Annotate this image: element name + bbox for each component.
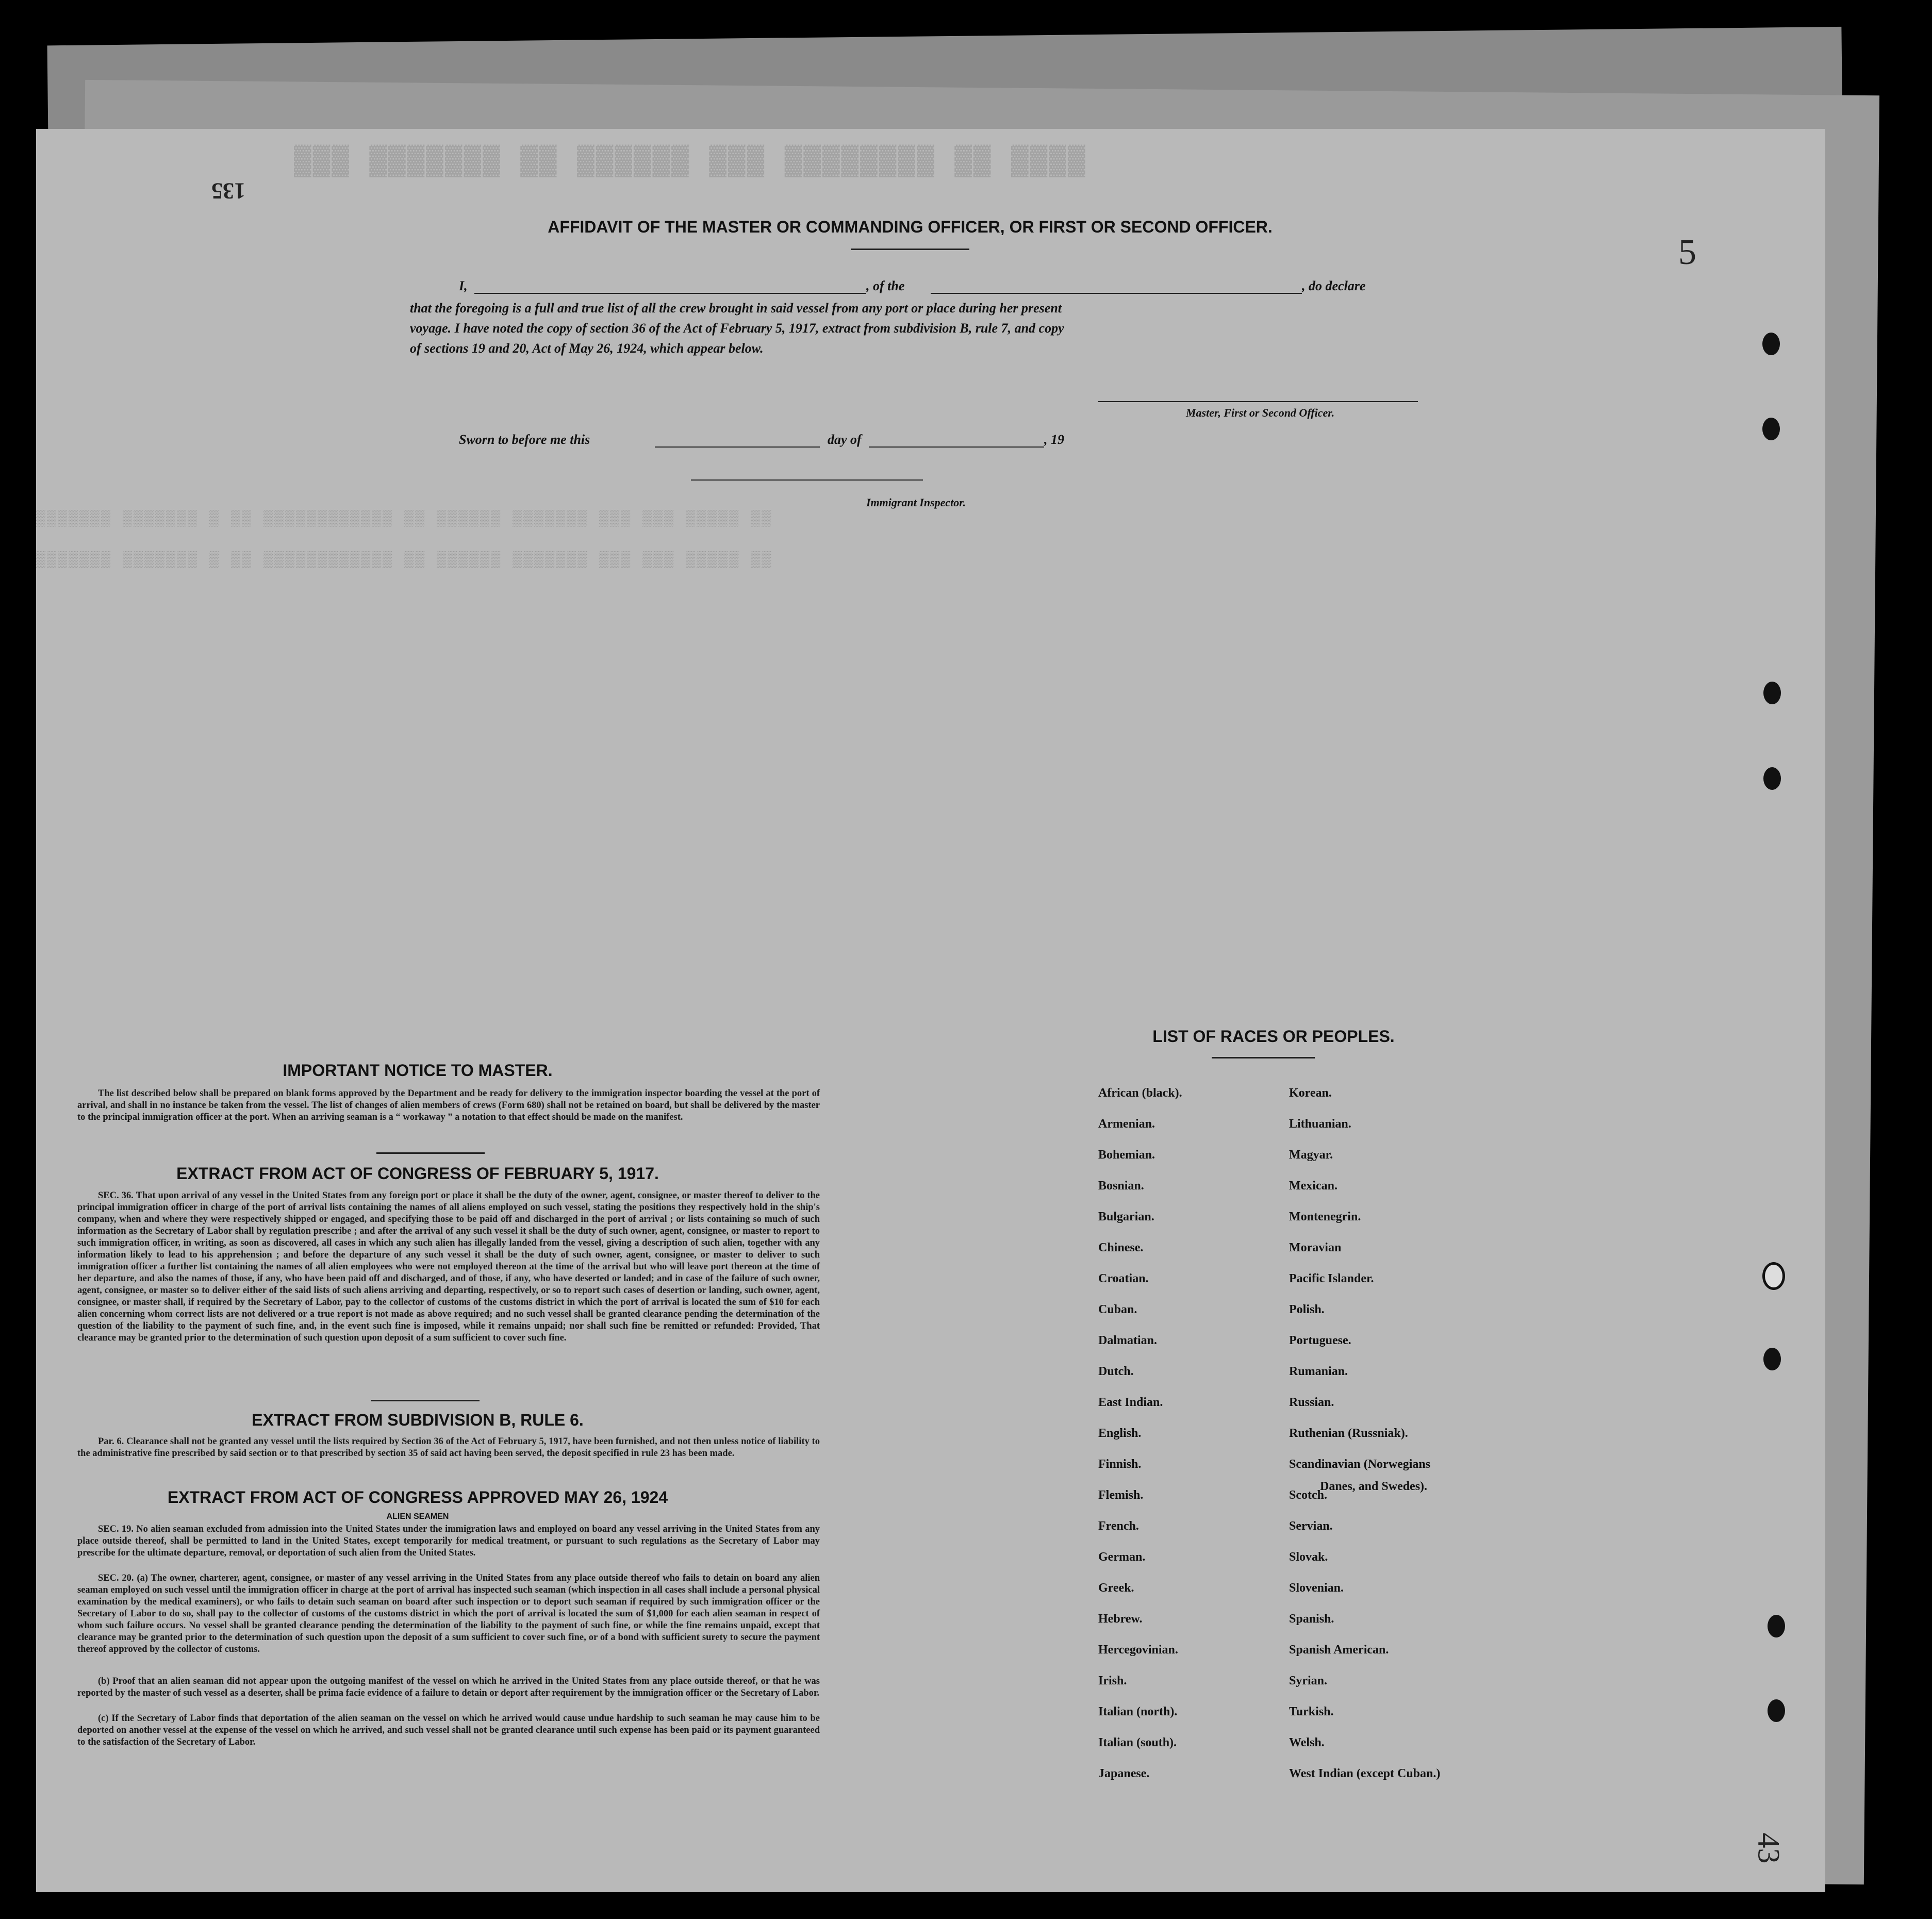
race-item: Italian (south). xyxy=(1098,1736,1177,1749)
binder-hole xyxy=(1763,1348,1781,1370)
bleed-through: ▒▒▒▒▒▒▒ ▒▒▒▒▒▒▒ ▒ ▒▒ ▒▒▒▒▒▒▒▒▒▒▒▒ ▒▒ ▒▒▒▒▒▒ ▒▒▒▒▒▒▒ ▒▒▒ ▒▒▒ ▒▒▒▒▒ ▒▒ xyxy=(36,552,773,569)
race-item: Portuguese. xyxy=(1289,1334,1351,1347)
day-of-label: day of xyxy=(828,432,862,447)
binder-hole xyxy=(1768,1699,1785,1722)
race-item: Bosnian. xyxy=(1098,1179,1144,1193)
race-item: Dutch. xyxy=(1098,1365,1134,1378)
binder-hole xyxy=(1763,767,1781,790)
race-item: Slovenian. xyxy=(1289,1581,1344,1595)
race-item: German. xyxy=(1098,1550,1146,1564)
binder-hole xyxy=(1768,1615,1785,1637)
race-item: Turkish. xyxy=(1289,1705,1334,1718)
sworn-label: Sworn to before me this xyxy=(459,432,590,447)
race-item: Greek. xyxy=(1098,1581,1134,1595)
race-item: Polish. xyxy=(1289,1303,1325,1316)
binder-hole xyxy=(1762,333,1780,355)
affidavit-title: AFFIDAVIT OF THE MASTER OR COMMANDING OFFICER, OR FIRST OR SECOND OFFICER. xyxy=(548,218,1273,236)
race-item: Servian. xyxy=(1289,1519,1333,1533)
affidavit-line: of sections 19 and 20, Act of May 26, 1924, which appear below. xyxy=(410,341,764,356)
page-number: 135 xyxy=(211,178,245,204)
race-item: Magyar. xyxy=(1289,1148,1333,1162)
race-item: Slovak. xyxy=(1289,1550,1328,1564)
binder-hole xyxy=(1762,418,1780,440)
race-item: Scotch. xyxy=(1289,1488,1327,1502)
affidavit-i-label: I, xyxy=(459,278,468,293)
bleed-through: ▒▒▒▒▒▒▒ ▒▒▒▒▒▒▒ ▒ ▒▒ ▒▒▒▒▒▒▒▒▒▒▒▒ ▒▒ ▒▒▒▒▒▒ ▒▒▒▒▒▒▒ ▒▒▒ ▒▒▒ ▒▒▒▒▒ ▒▒ xyxy=(36,510,773,528)
races-column-1 xyxy=(1098,1078,1182,1789)
race-item: African (black). xyxy=(1098,1086,1182,1100)
race-item: Spanish American. xyxy=(1289,1643,1389,1657)
race-item: Moravian xyxy=(1289,1241,1342,1254)
bleed-through: ▓▓▓ ▓▓▓▓▓▓▓ ▓▓ ▓▓▓▓▓▓ ▓▓▓ ▓▓▓▓▓▓▓▓ ▓▓ ▓▓▓▓ xyxy=(294,144,1087,177)
binder-hole xyxy=(1762,1262,1785,1290)
race-item: Rumanian. xyxy=(1289,1365,1348,1378)
race-item: Cuban. xyxy=(1098,1303,1137,1316)
binder-hole xyxy=(1763,682,1781,704)
signature-line xyxy=(1098,401,1418,402)
sec19-text: SEC. 19. No alien seaman excluded from admission into the United States under the immigration laws and employed on board any vessel arriving in the United States from any place outside thereof, shall be permitted to land in the United States, except temporarily for medical treatment, or pursuant to such regulations as the Secretary of Labor may prescribe for the ultimate departure, removal, or deportation of such alien from the United States. xyxy=(77,1524,820,1558)
notice-title: IMPORTANT NOTICE TO MASTER. xyxy=(283,1061,553,1080)
race-item: Flemish. xyxy=(1098,1488,1144,1502)
race-item: Montenegrin. xyxy=(1289,1210,1361,1223)
subdivision-title: EXTRACT FROM SUBDIVISION B, RULE 6. xyxy=(252,1411,584,1429)
race-item: Mexican. xyxy=(1289,1179,1337,1193)
extract-1924-title: EXTRACT FROM ACT OF CONGRESS APPROVED MAY 26, 1924 xyxy=(167,1488,668,1507)
race-item: English. xyxy=(1098,1427,1142,1440)
races-title: LIST OF RACES OR PEOPLES. xyxy=(1152,1027,1395,1046)
races-continuation: Danes, and Swedes). xyxy=(1320,1480,1428,1493)
race-item: Hebrew. xyxy=(1098,1612,1143,1626)
subdivision-text: Par. 6. Clearance shall not be granted any vessel until the lists required by Section 36 of the Act of February 5, 1917, have been furnished, and not then unless notice of liability to the administrative fine prescribed by said section or to that prescribed by section 35 of said act having been served, the deposit specified in rule 23 has been made. xyxy=(77,1436,820,1459)
affidavit-line: voyage. I have noted the copy of section 36 of the Act of February 5, 1917, extract from subdivision B, rule 7, and copy xyxy=(410,321,1064,336)
affidavit-line: that the foregoing is a full and true list of all the crew brought in said vessel from any port or place during her present xyxy=(410,301,1062,316)
race-item: Japanese. xyxy=(1098,1767,1150,1780)
divider xyxy=(371,1400,480,1401)
race-item: French. xyxy=(1098,1519,1139,1533)
blank-line xyxy=(474,293,866,294)
races-column-2 xyxy=(1289,1078,1440,1789)
race-item: West Indian (except Cuban.) xyxy=(1289,1767,1441,1780)
race-item: East Indian. xyxy=(1098,1396,1163,1409)
year-label: , 19 xyxy=(1044,432,1064,447)
blank-line xyxy=(655,446,820,448)
race-item: Finnish. xyxy=(1098,1458,1142,1471)
affidavit-do-declare: , do declare xyxy=(1302,278,1366,293)
race-item: Italian (north). xyxy=(1098,1705,1178,1718)
extract-1924-subtitle: ALIEN SEAMEN xyxy=(386,1512,449,1521)
handwritten-mark: 5 xyxy=(1678,233,1696,272)
race-item: Pacific Islander. xyxy=(1289,1272,1374,1285)
race-item: Armenian. xyxy=(1098,1117,1155,1131)
master-signature-label: Master, First or Second Officer. xyxy=(1186,406,1335,419)
race-item: Bohemian. xyxy=(1098,1148,1155,1162)
race-item: Scandinavian (Norwegians xyxy=(1289,1458,1431,1471)
divider xyxy=(1212,1057,1315,1058)
document-page xyxy=(36,129,1825,1892)
race-item: Russian. xyxy=(1289,1396,1334,1409)
race-item: Irish. xyxy=(1098,1674,1127,1688)
race-item: Dalmatian. xyxy=(1098,1334,1157,1347)
race-item: Welsh. xyxy=(1289,1736,1325,1749)
race-item: Bulgarian. xyxy=(1098,1210,1154,1223)
divider xyxy=(851,249,969,250)
extract-1917-title: EXTRACT FROM ACT OF CONGRESS OF FEBRUARY 5, 1917. xyxy=(176,1164,659,1183)
race-item: Croatian. xyxy=(1098,1272,1149,1285)
inspector-signature-label: Immigrant Inspector. xyxy=(866,496,966,509)
extract-1917-text: SEC. 36. That upon arrival of any vessel in the United States from any foreign port or place it shall be the duty of the owner, agent, consignee, or master thereof to deliver to the principal immigration officer in charge of the port of arrival lists containing the names of all aliens employed on such vessel, stating the positions they respectively hold in the ship's company, when and where they were respectively shipped or engaged, and specifying those to be paid off and discharged in the port of arrival ; or lists containing so much of such information as the Secretary of Labor shall by regulation prescribe ; and after the arrival of any such vessel it shall be the duty of such owner, agent, consignee, or master to report to such immigration officer, in writing, as soon as discovered, all cases in which any such alien has illegally landed from the vessel, giving a description of such alien, together with any information likely to lead to his apprehension ; and before the departure of any such vessel it shall be the duty of such owner, agent, consignee, or master to deliver to such immigration officer a further list containing the names of all alien employees who were not employed thereon at the time of the arrival but who will leave port thereon at the time of her departure, and also the names of those, if any, who have been paid off and discharged, and of those, if any, who have deserted or landed; and in case of the failure of such owner, agent, consignee, or master so to deliver either of the said lists of such aliens arriving and departing, respectively, or so to report such cases of desertion or landing, such owner, agent, consignee, or master shall, if required by the Secretary of Labor, pay to the collector of customs of the customs district in which the port of arrival is located the sum of $10 for each alien concerning whom correct lists are not delivered or a true report is not made as above required; and no such vessel shall be granted clearance pending the determination of the question of the liability to the payment of such fine, and, in the event such fine is imposed, while it remains unpaid; nor shall such fine be remitted or refunded: Provided, That clearance may be granted prior to the determination of such question upon deposit of a sum sufficient to cover such fine. xyxy=(77,1190,820,1343)
signature-line xyxy=(691,479,923,481)
race-item: Spanish. xyxy=(1289,1612,1334,1626)
notice-text: The list described below shall be prepared on blank forms approved by the Department and be ready for delivery to the immigration inspector boarding the vessel at the port of arrival, and shall in no instance be taken from the vessel. The list of changes of alien members of crews (Form 680) shall not be retained on board, but shall be delivered by the master to the principal immigration officer at the port. When an arriving seaman is a “ workaway ” a notation to that effect should be made on the manifest. xyxy=(77,1088,820,1122)
race-item: Ruthenian (Russniak). xyxy=(1289,1427,1408,1440)
divider xyxy=(376,1152,485,1154)
race-item: Lithuanian. xyxy=(1289,1117,1351,1131)
sec20a-text: SEC. 20. (a) The owner, charterer, agent, consignee, or master of any vessel arriving in the United States from any place outside thereof who fails to detain on board any alien seaman employed on such vessel until the immigration officer in charge at the port of arrival has inspected such seaman (which inspection in all cases shall include a personal physical examination by the medical examiners), or who fails to detain such seaman on board after such inspection or to deport such seaman if required by such immigration officer or the Secretary of Labor to do so, shall pay to the collector of customs of the customs district in which the port of arrival is located the sum of $1,000 for each alien seaman in respect of whom such failure occurs. No vessel shall be granted clearance pending the determination of the liability to the payment of such fine, or while the fine remains unpaid, except that clearance may be granted prior to the determination of such question upon the deposit of a sum sufficient to cover such fine, or of a bond with sufficient surety to secure the payment thereof approved by the collector of customs. xyxy=(77,1573,820,1655)
affidavit-of-the: , of the xyxy=(866,278,905,293)
blank-line xyxy=(931,293,1302,294)
handwritten-mark: 43 xyxy=(1752,1832,1786,1864)
sec20b-text: (b) Proof that an alien seaman did not appear upon the outgoing manifest of the vessel on which he arrived in the United States from any place outside thereof, or that he was reported by the master of such vessel as a deserter, shall be prima facie evidence of a failure to detain or deport after requirement by the immigration officer or the Secretary of Labor. xyxy=(77,1676,820,1698)
sec20c-text: (c) If the Secretary of Labor finds that deportation of the alien seaman on the vessel on which he arrived would cause undue hardship to such seaman he may cause him to be deported on another vessel at the expense of the vessel on which he arrived, and such vessel shall not be granted clearance until such expense has been paid or its payment guaranteed to the satisfaction of the Secretary of Labor. xyxy=(77,1713,820,1747)
race-item: Korean. xyxy=(1289,1086,1332,1100)
race-item: Syrian. xyxy=(1289,1674,1328,1688)
race-item: Chinese. xyxy=(1098,1241,1144,1254)
race-item: Hercegovinian. xyxy=(1098,1643,1178,1657)
blank-line xyxy=(869,446,1044,448)
